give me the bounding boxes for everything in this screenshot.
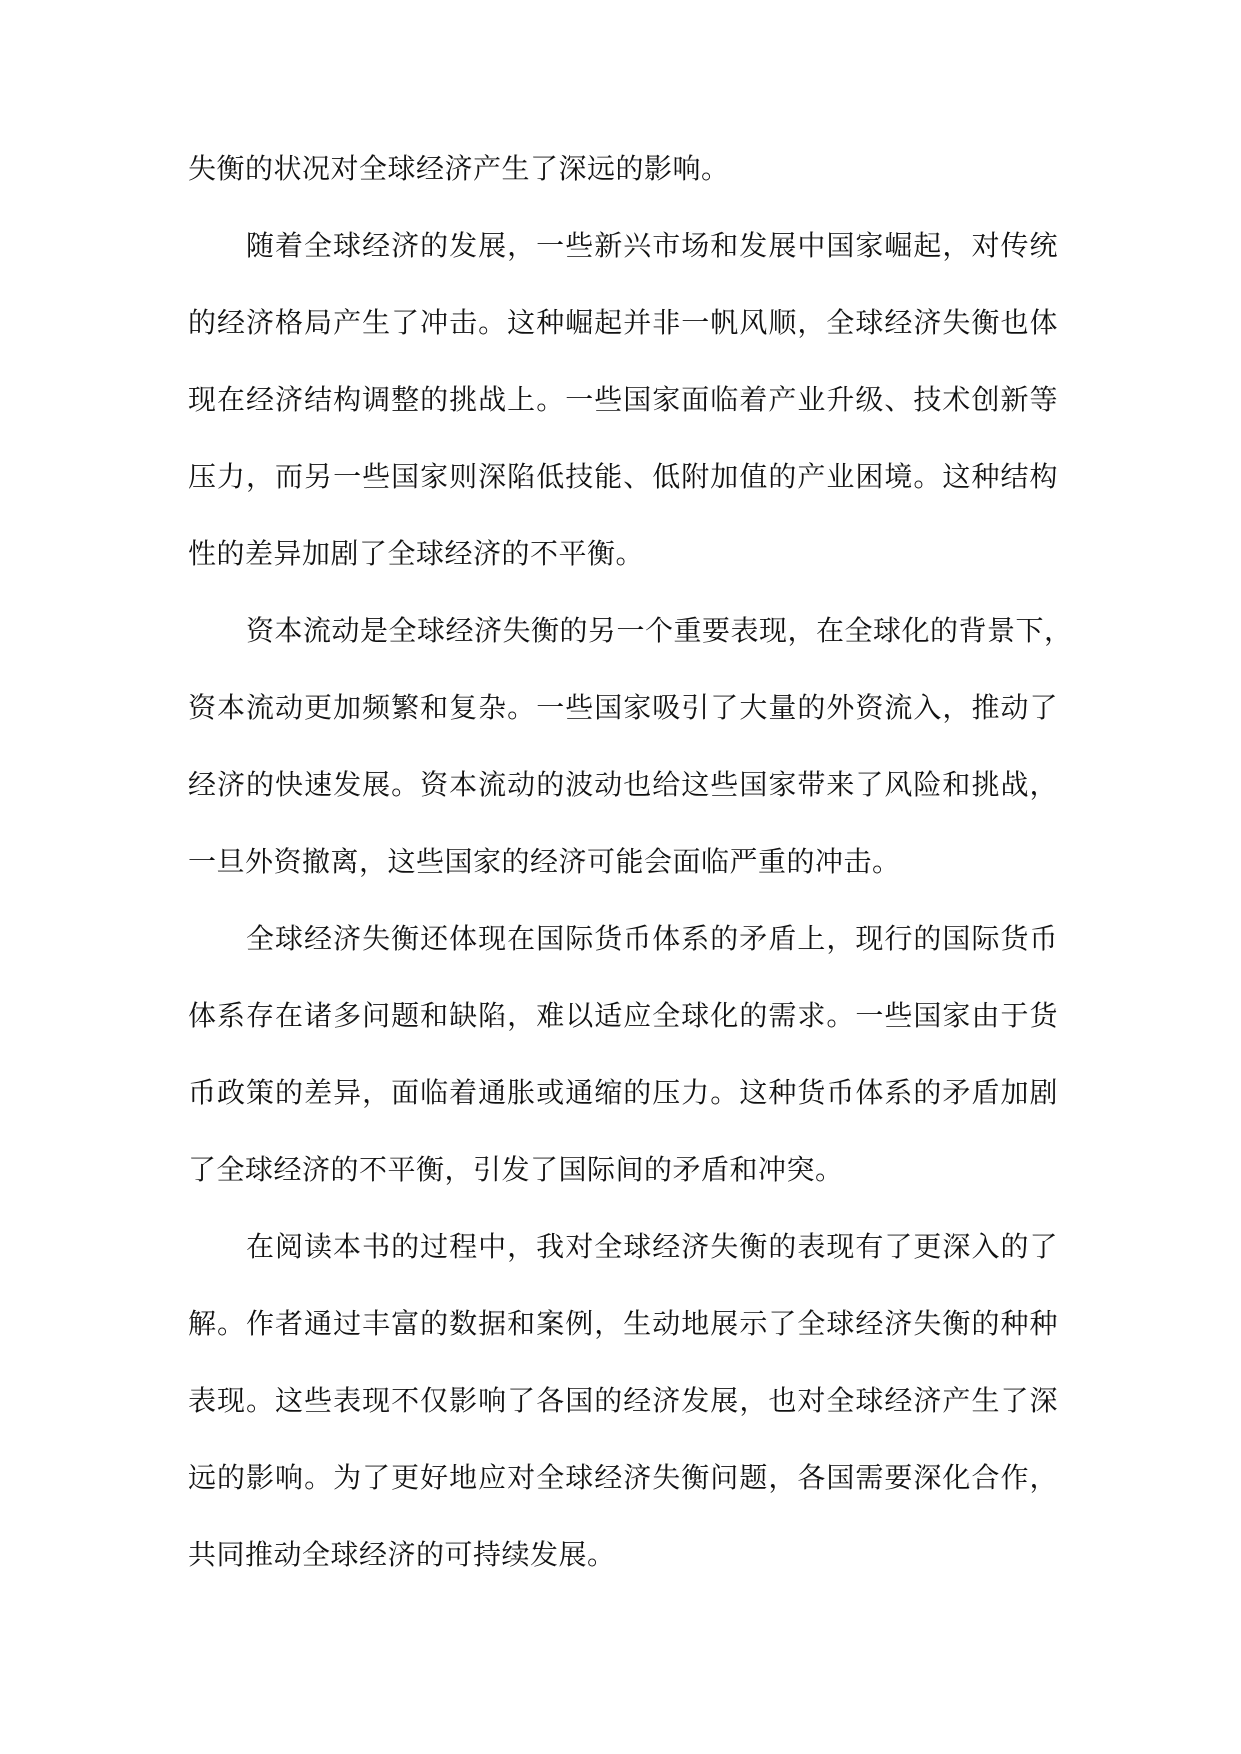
text-line: 在阅读本书的过程中，我对全球经济失衡的表现有了更深入的了 <box>246 1230 1058 1263</box>
text-line: 远的影响。为了更好地应对全球经济失衡问题，各国需要深化合作， <box>188 1461 1058 1494</box>
text-line: 的经济格局产生了冲击。这种崛起并非一帆风顺，全球经济失衡也体 <box>188 306 1058 339</box>
paragraph <box>188 920 1058 1188</box>
text-line: 共同推动全球经济的可持续发展。 <box>188 1538 616 1571</box>
text-line: 经济的快速发展。资本流动的波动也给这些国家带来了风险和挑战， <box>188 768 1058 801</box>
body-text <box>188 150 1073 1613</box>
text-line: 压力，而另一些国家则深陷低技能、低附加值的产业困境。这种结构 <box>188 460 1058 493</box>
paragraph <box>188 612 1073 880</box>
text-line: 币政策的差异，面临着通胀或通缩的压力。这种货币体系的矛盾加剧 <box>188 1076 1058 1109</box>
paragraph <box>188 227 1058 572</box>
text-line: 现在经济结构调整的挑战上。一些国家面临着产业升级、技术创新等 <box>188 383 1058 416</box>
paragraph <box>188 1228 1058 1573</box>
text-line: 一旦外资撤离，这些国家的经济可能会面临严重的冲击。 <box>188 845 901 878</box>
text-line: 资本流动是全球经济失衡的另一个重要表现，在全球化的背景下， <box>246 614 1073 647</box>
paragraph <box>188 150 1058 187</box>
text-line: 资本流动更加频繁和复杂。一些国家吸引了大量的外资流入，推动了 <box>188 691 1058 724</box>
text-line: 表现。这些表现不仅影响了各国的经济发展，也对全球经济产生了深 <box>188 1384 1058 1417</box>
text-line: 随着全球经济的发展，一些新兴市场和发展中国家崛起，对传统 <box>246 229 1058 262</box>
text-line: 解。作者通过丰富的数据和案例，生动地展示了全球经济失衡的种种 <box>188 1307 1058 1340</box>
text-line: 全球经济失衡还体现在国际货币体系的矛盾上，现行的国际货币 <box>246 922 1058 955</box>
text-line: 性的差异加剧了全球经济的不平衡。 <box>188 537 645 570</box>
text-line: 体系存在诸多问题和缺陷，难以适应全球化的需求。一些国家由于货 <box>188 999 1058 1032</box>
text-line: 了全球经济的不平衡，引发了国际间的矛盾和冲突。 <box>188 1153 844 1186</box>
text-line: 失衡的状况对全球经济产生了深远的影响。 <box>188 152 730 185</box>
